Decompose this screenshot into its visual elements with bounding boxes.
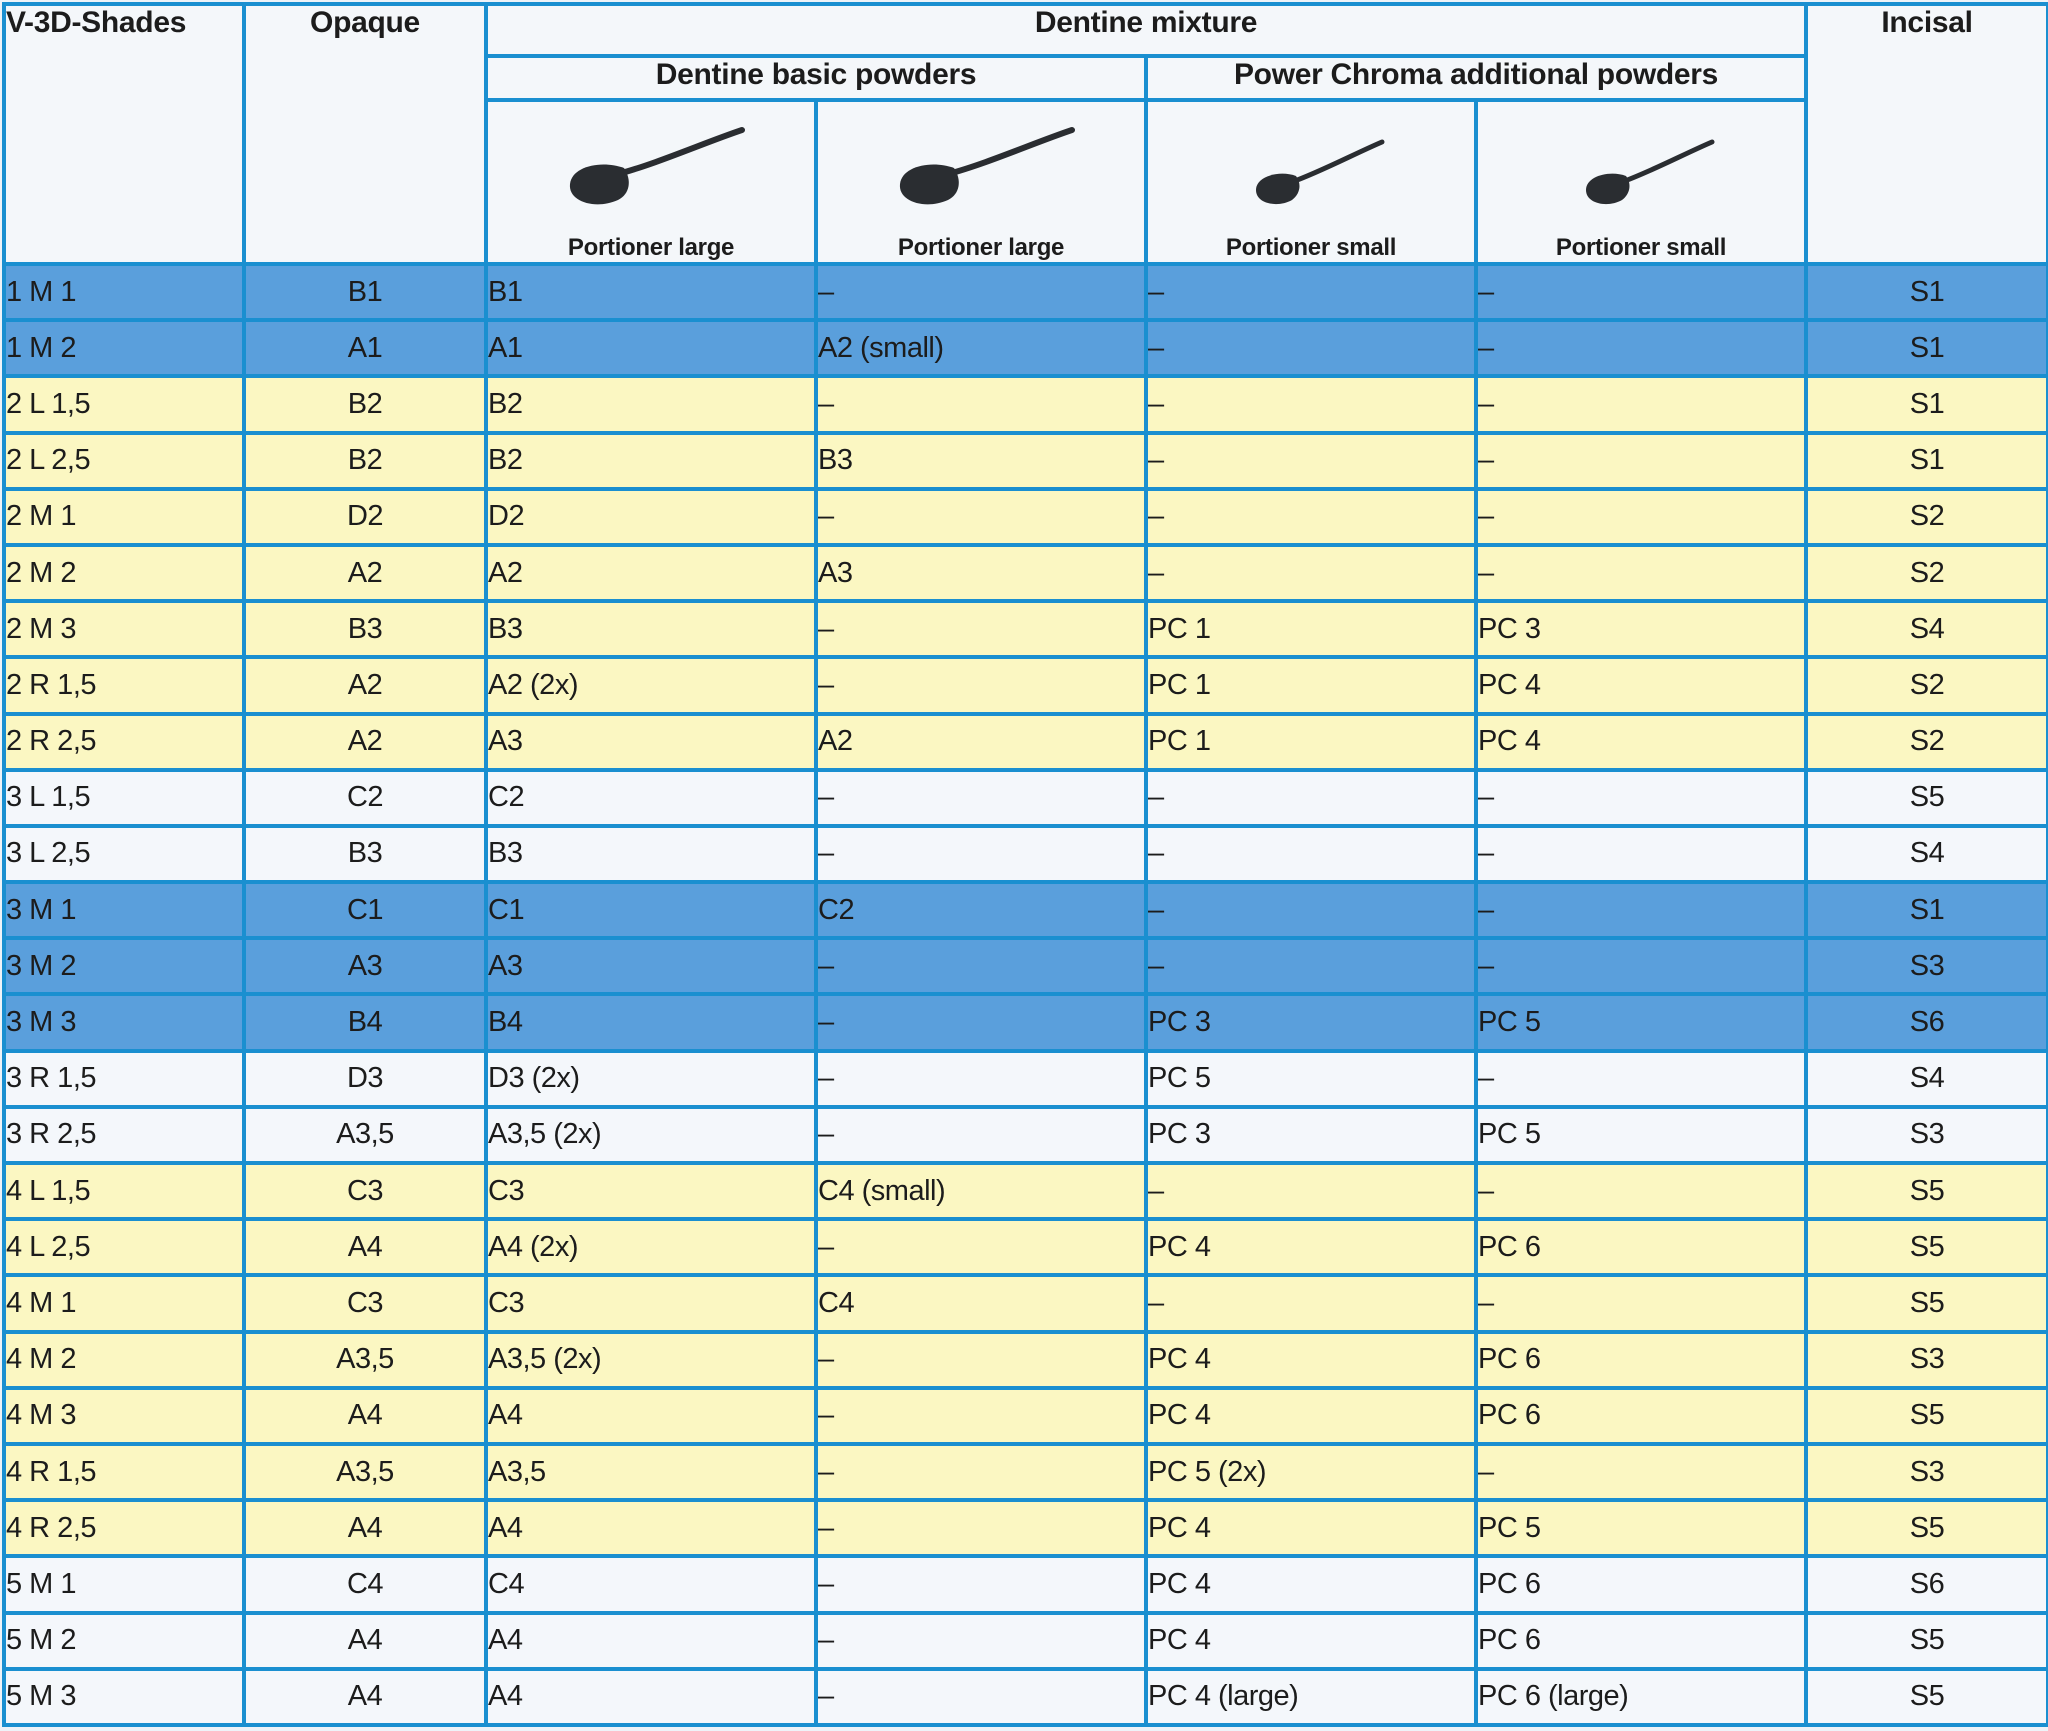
cell-power-chroma-1: – — [1146, 826, 1476, 882]
cell-incisal: S6 — [1806, 994, 2048, 1050]
cell-opaque: A4 — [244, 1613, 486, 1669]
cell-dentine-basic-2: – — [816, 1219, 1146, 1275]
tool-label-2: Portioner large — [897, 234, 1065, 261]
cell-dentine-basic-1: C2 — [486, 770, 816, 826]
cell-opaque: A3,5 — [244, 1107, 486, 1163]
table-row — [4, 1219, 2048, 1275]
tool-label-3: Portioner small — [1225, 234, 1397, 261]
cell-dentine-basic-1: B2 — [486, 433, 816, 489]
cell-opaque: B1 — [244, 264, 486, 320]
cell-opaque: B2 — [244, 376, 486, 432]
cell-power-chroma-1: – — [1146, 489, 1476, 545]
cell-power-chroma-1: – — [1146, 938, 1476, 994]
cell-dentine-basic-2: – — [816, 657, 1146, 713]
cell-power-chroma-2: PC 6 — [1476, 1388, 1806, 1444]
table-row — [4, 545, 2048, 601]
cell-power-chroma-2: – — [1476, 1444, 1806, 1500]
cell-incisal: S1 — [1806, 320, 2048, 376]
portioner-large-icon — [886, 124, 1076, 216]
cell-dentine-basic-1: C3 — [486, 1275, 816, 1331]
cell-power-chroma-1: PC 5 (2x) — [1146, 1444, 1476, 1500]
cell-shade: 3 M 2 — [4, 938, 244, 994]
cell-incisal: S5 — [1806, 1219, 2048, 1275]
cell-power-chroma-2: – — [1476, 938, 1806, 994]
cell-dentine-basic-2: B3 — [816, 433, 1146, 489]
table-row — [4, 882, 2048, 938]
cell-dentine-basic-2: – — [816, 770, 1146, 826]
cell-shade: 3 M 3 — [4, 994, 244, 1050]
cell-opaque: B3 — [244, 826, 486, 882]
cell-dentine-basic-1: B2 — [486, 376, 816, 432]
cell-power-chroma-1: PC 4 — [1146, 1613, 1476, 1669]
cell-dentine-basic-2: – — [816, 264, 1146, 320]
cell-shade: 4 M 2 — [4, 1332, 244, 1388]
cell-power-chroma-1: PC 3 — [1146, 994, 1476, 1050]
table-row — [4, 714, 2048, 770]
cell-shade: 2 M 1 — [4, 489, 244, 545]
table-row — [4, 320, 2048, 376]
portioner-small-icon — [1566, 136, 1716, 216]
cell-power-chroma-2: – — [1476, 826, 1806, 882]
cell-power-chroma-1: – — [1146, 545, 1476, 601]
tool-header-4 — [1476, 100, 1806, 264]
cell-dentine-basic-1: A4 — [486, 1669, 816, 1725]
cell-opaque: B2 — [244, 433, 486, 489]
cell-shade: 2 M 2 — [4, 545, 244, 601]
cell-opaque: A1 — [244, 320, 486, 376]
table-row — [4, 1107, 2048, 1163]
cell-dentine-basic-1: B4 — [486, 994, 816, 1050]
cell-shade: 4 M 3 — [4, 1388, 244, 1444]
cell-power-chroma-1: – — [1146, 376, 1476, 432]
cell-power-chroma-1: PC 1 — [1146, 657, 1476, 713]
cell-power-chroma-1: – — [1146, 1163, 1476, 1219]
cell-power-chroma-2: PC 3 — [1476, 601, 1806, 657]
cell-incisal: S2 — [1806, 714, 2048, 770]
cell-shade: 2 R 2,5 — [4, 714, 244, 770]
cell-shade: 2 R 1,5 — [4, 657, 244, 713]
tool-header-2 — [816, 100, 1146, 264]
cell-opaque: A3,5 — [244, 1332, 486, 1388]
cell-power-chroma-1: – — [1146, 264, 1476, 320]
cell-incisal: S3 — [1806, 1444, 2048, 1500]
table-row — [4, 1163, 2048, 1219]
table-row — [4, 770, 2048, 826]
cell-opaque: C3 — [244, 1275, 486, 1331]
cell-dentine-basic-2: – — [816, 1332, 1146, 1388]
cell-dentine-basic-2: – — [816, 1556, 1146, 1612]
cell-incisal: S4 — [1806, 601, 2048, 657]
cell-power-chroma-1: PC 4 — [1146, 1332, 1476, 1388]
table-row — [4, 1388, 2048, 1444]
cell-dentine-basic-1: A4 — [486, 1388, 816, 1444]
cell-power-chroma-1: PC 4 — [1146, 1388, 1476, 1444]
col-header-dentine-basic-powders: Dentine basic powders — [486, 56, 1146, 100]
col-header-shades: V-3D-Shades — [4, 4, 244, 264]
cell-power-chroma-2: PC 6 (large) — [1476, 1669, 1806, 1725]
cell-shade: 4 M 1 — [4, 1275, 244, 1331]
cell-opaque: A4 — [244, 1388, 486, 1444]
cell-power-chroma-1: – — [1146, 320, 1476, 376]
cell-power-chroma-2: – — [1476, 882, 1806, 938]
cell-dentine-basic-2: – — [816, 489, 1146, 545]
cell-dentine-basic-2: A2 — [816, 714, 1146, 770]
cell-opaque: C1 — [244, 882, 486, 938]
cell-power-chroma-1: PC 4 (large) — [1146, 1669, 1476, 1725]
cell-shade: 4 R 2,5 — [4, 1500, 244, 1556]
col-header-incisal: Incisal — [1806, 4, 2048, 264]
cell-dentine-basic-2: C4 (small) — [816, 1163, 1146, 1219]
cell-incisal: S5 — [1806, 770, 2048, 826]
cell-dentine-basic-2: – — [816, 1107, 1146, 1163]
cell-incisal: S3 — [1806, 1332, 2048, 1388]
tool-label-1: Portioner large — [567, 234, 735, 261]
cell-power-chroma-2: PC 4 — [1476, 714, 1806, 770]
cell-power-chroma-2: – — [1476, 1275, 1806, 1331]
table-row — [4, 1332, 2048, 1388]
cell-shade: 1 M 1 — [4, 264, 244, 320]
cell-shade: 4 L 1,5 — [4, 1163, 244, 1219]
cell-dentine-basic-2: A3 — [816, 545, 1146, 601]
cell-power-chroma-1: PC 1 — [1146, 714, 1476, 770]
tool-header-1 — [486, 100, 816, 264]
cell-dentine-basic-1: A3 — [486, 714, 816, 770]
cell-power-chroma-2: – — [1476, 770, 1806, 826]
cell-dentine-basic-1: B1 — [486, 264, 816, 320]
table-row — [4, 1500, 2048, 1556]
cell-dentine-basic-1: A1 — [486, 320, 816, 376]
cell-dentine-basic-2: C4 — [816, 1275, 1146, 1331]
cell-dentine-basic-1: A4 — [486, 1613, 816, 1669]
cell-opaque: A2 — [244, 657, 486, 713]
cell-power-chroma-2: PC 5 — [1476, 1500, 1806, 1556]
cell-power-chroma-2: – — [1476, 545, 1806, 601]
table-row — [4, 1556, 2048, 1612]
cell-power-chroma-2: PC 6 — [1476, 1332, 1806, 1388]
cell-power-chroma-2: – — [1476, 489, 1806, 545]
cell-incisal: S1 — [1806, 376, 2048, 432]
cell-power-chroma-2: – — [1476, 376, 1806, 432]
cell-dentine-basic-2: – — [816, 601, 1146, 657]
cell-dentine-basic-2: – — [816, 1613, 1146, 1669]
cell-incisal: S1 — [1806, 882, 2048, 938]
cell-power-chroma-2: PC 5 — [1476, 994, 1806, 1050]
cell-dentine-basic-2: – — [816, 1500, 1146, 1556]
cell-incisal: S5 — [1806, 1669, 2048, 1725]
cell-incisal: S1 — [1806, 264, 2048, 320]
cell-opaque: A4 — [244, 1219, 486, 1275]
cell-power-chroma-1: PC 4 — [1146, 1556, 1476, 1612]
table-row — [4, 1051, 2048, 1107]
cell-opaque: B3 — [244, 601, 486, 657]
cell-power-chroma-2: – — [1476, 320, 1806, 376]
cell-opaque: D2 — [244, 489, 486, 545]
cell-incisal: S2 — [1806, 657, 2048, 713]
table-row — [4, 657, 2048, 713]
cell-opaque: A4 — [244, 1500, 486, 1556]
cell-opaque: C2 — [244, 770, 486, 826]
cell-dentine-basic-2: – — [816, 1051, 1146, 1107]
cell-dentine-basic-1: B3 — [486, 601, 816, 657]
cell-incisal: S3 — [1806, 1107, 2048, 1163]
cell-dentine-basic-1: D2 — [486, 489, 816, 545]
cell-power-chroma-2: PC 6 — [1476, 1219, 1806, 1275]
cell-dentine-basic-1: A2 — [486, 545, 816, 601]
cell-dentine-basic-2: – — [816, 1444, 1146, 1500]
cell-shade: 2 L 2,5 — [4, 433, 244, 489]
cell-shade: 3 L 1,5 — [4, 770, 244, 826]
portioner-large-icon — [556, 124, 746, 216]
cell-dentine-basic-1: A3,5 (2x) — [486, 1332, 816, 1388]
cell-power-chroma-1: – — [1146, 882, 1476, 938]
cell-opaque: A2 — [244, 545, 486, 601]
cell-incisal: S1 — [1806, 433, 2048, 489]
cell-dentine-basic-2: – — [816, 938, 1146, 994]
cell-shade: 1 M 2 — [4, 320, 244, 376]
cell-incisal: S5 — [1806, 1613, 2048, 1669]
cell-power-chroma-2: – — [1476, 433, 1806, 489]
cell-shade: 5 M 3 — [4, 1669, 244, 1725]
cell-dentine-basic-1: A3 — [486, 938, 816, 994]
cell-shade: 4 L 2,5 — [4, 1219, 244, 1275]
cell-power-chroma-2: – — [1476, 1051, 1806, 1107]
cell-dentine-basic-1: C3 — [486, 1163, 816, 1219]
cell-power-chroma-1: PC 4 — [1146, 1219, 1476, 1275]
cell-power-chroma-1: PC 1 — [1146, 601, 1476, 657]
cell-dentine-basic-1: A3,5 (2x) — [486, 1107, 816, 1163]
cell-dentine-basic-1: A3,5 — [486, 1444, 816, 1500]
col-header-power-chroma-powders: Power Chroma additional powders — [1146, 56, 1806, 100]
cell-power-chroma-2: – — [1476, 264, 1806, 320]
cell-dentine-basic-1: A2 (2x) — [486, 657, 816, 713]
cell-incisal: S5 — [1806, 1388, 2048, 1444]
cell-power-chroma-1: – — [1146, 433, 1476, 489]
col-header-opaque: Opaque — [244, 4, 486, 264]
cell-opaque: A3 — [244, 938, 486, 994]
shade-mixing-table — [2, 2, 2048, 1727]
table-row — [4, 938, 2048, 994]
cell-dentine-basic-2: – — [816, 1388, 1146, 1444]
cell-shade: 3 R 2,5 — [4, 1107, 244, 1163]
cell-dentine-basic-2: – — [816, 994, 1146, 1050]
cell-dentine-basic-1: A4 (2x) — [486, 1219, 816, 1275]
cell-shade: 5 M 2 — [4, 1613, 244, 1669]
cell-power-chroma-1: PC 4 — [1146, 1500, 1476, 1556]
portioner-small-icon — [1236, 136, 1386, 216]
cell-power-chroma-2: PC 4 — [1476, 657, 1806, 713]
cell-shade: 3 M 1 — [4, 882, 244, 938]
cell-dentine-basic-2: – — [816, 1669, 1146, 1725]
table-row — [4, 489, 2048, 545]
cell-power-chroma-1: – — [1146, 770, 1476, 826]
cell-dentine-basic-2: A2 (small) — [816, 320, 1146, 376]
table-row — [4, 433, 2048, 489]
cell-opaque: A4 — [244, 1669, 486, 1725]
cell-dentine-basic-1: C1 — [486, 882, 816, 938]
cell-opaque: C4 — [244, 1556, 486, 1612]
cell-power-chroma-2: PC 5 — [1476, 1107, 1806, 1163]
cell-dentine-basic-1: D3 (2x) — [486, 1051, 816, 1107]
cell-dentine-basic-1: C4 — [486, 1556, 816, 1612]
cell-power-chroma-1: PC 5 — [1146, 1051, 1476, 1107]
cell-shade: 3 L 2,5 — [4, 826, 244, 882]
col-header-dentine-mixture: Dentine mixture — [486, 4, 1806, 56]
cell-dentine-basic-1: B3 — [486, 826, 816, 882]
cell-power-chroma-2: – — [1476, 1163, 1806, 1219]
cell-opaque: A2 — [244, 714, 486, 770]
tool-header-3 — [1146, 100, 1476, 264]
cell-power-chroma-2: PC 6 — [1476, 1556, 1806, 1612]
table-row — [4, 1669, 2048, 1725]
cell-opaque: B4 — [244, 994, 486, 1050]
cell-dentine-basic-1: A4 — [486, 1500, 816, 1556]
cell-power-chroma-2: PC 6 — [1476, 1613, 1806, 1669]
cell-incisal: S6 — [1806, 1556, 2048, 1612]
table-row — [4, 994, 2048, 1050]
table-row — [4, 1613, 2048, 1669]
table-body — [4, 264, 2048, 1725]
table-row — [4, 376, 2048, 432]
cell-shade: 5 M 1 — [4, 1556, 244, 1612]
cell-shade: 3 R 1,5 — [4, 1051, 244, 1107]
cell-shade: 2 M 3 — [4, 601, 244, 657]
cell-dentine-basic-2: – — [816, 826, 1146, 882]
table-row — [4, 601, 2048, 657]
cell-dentine-basic-2: – — [816, 376, 1146, 432]
tool-label-4: Portioner small — [1555, 234, 1727, 261]
cell-incisal: S4 — [1806, 1051, 2048, 1107]
table-row — [4, 826, 2048, 882]
cell-dentine-basic-2: C2 — [816, 882, 1146, 938]
cell-opaque: C3 — [244, 1163, 486, 1219]
cell-power-chroma-1: PC 3 — [1146, 1107, 1476, 1163]
cell-opaque: D3 — [244, 1051, 486, 1107]
cell-incisal: S2 — [1806, 545, 2048, 601]
cell-opaque: A3,5 — [244, 1444, 486, 1500]
cell-incisal: S5 — [1806, 1163, 2048, 1219]
cell-incisal: S2 — [1806, 489, 2048, 545]
cell-incisal: S3 — [1806, 938, 2048, 994]
cell-incisal: S5 — [1806, 1275, 2048, 1331]
cell-power-chroma-1: – — [1146, 1275, 1476, 1331]
table-row — [4, 1444, 2048, 1500]
cell-shade: 4 R 1,5 — [4, 1444, 244, 1500]
cell-incisal: S4 — [1806, 826, 2048, 882]
table-row — [4, 1275, 2048, 1331]
cell-shade: 2 L 1,5 — [4, 376, 244, 432]
table-row — [4, 264, 2048, 320]
cell-incisal: S5 — [1806, 1500, 2048, 1556]
